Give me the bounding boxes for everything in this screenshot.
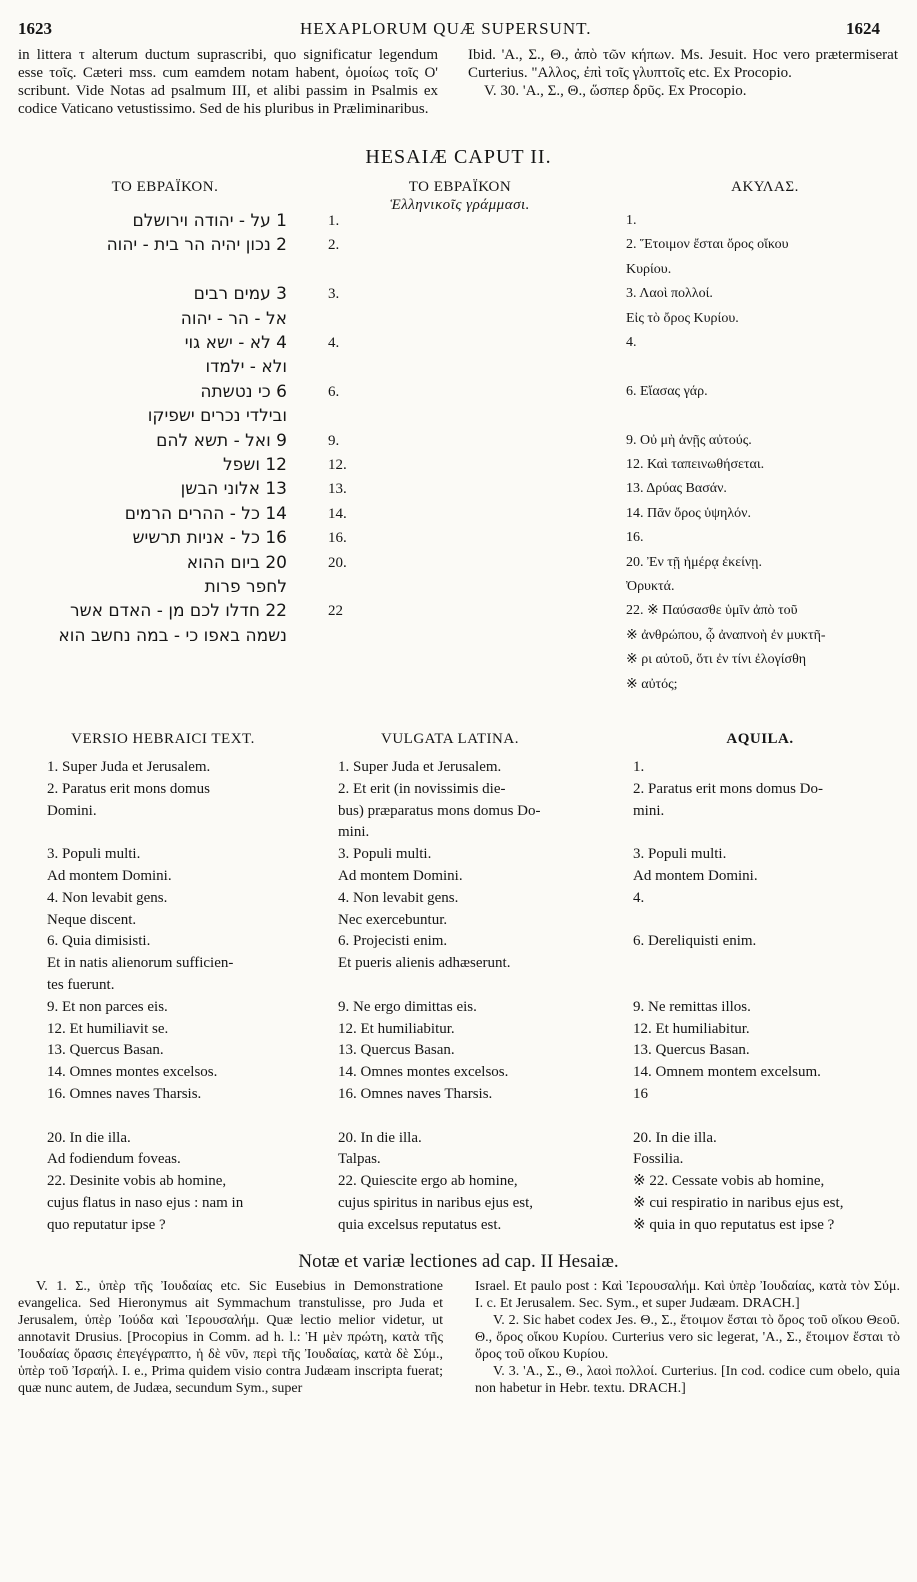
aquila-greek-text: 2. Ἕτοιμον ἔσται ὄρος οἴκου [626, 237, 789, 252]
aquila-latin-text: 20. In die illa. [633, 1130, 717, 1146]
latin-row [0, 1041, 917, 1061]
aquila-greek-text: 22. ※ Παύσασθε ὑμῖν ἀπὸ τοῦ [626, 603, 798, 618]
aquila-latin-text: Ad montem Domini. [633, 868, 758, 884]
aquila-latin-text: 3. Populi multi. [633, 846, 727, 862]
aquila-latin-text: 13. Quercus Basan. [633, 1042, 750, 1058]
col-head-transliteration [330, 178, 590, 214]
latin-row [0, 1194, 917, 1214]
version-hebraici-text: 16. Omnes naves Tharsis. [47, 1086, 202, 1102]
top-text-right-p1: Ibid. 'Α., Σ., Θ., ἀπὸ τῶν κήπων. Ms. Jesuit. Hoc vero prætermiserat Curterius. "Αλλος, ἐπὶ τοῖς γλυπτοῖς etc. Ex Procopio. [468, 47, 898, 81]
aquila-greek-text: 14. Πᾶν ὄρος ὑψηλόν. [626, 506, 751, 521]
version-hebraici-text: tes fuerunt. [47, 977, 115, 993]
hebrew-row [0, 285, 917, 307]
aquila-latin-text: 2. Paratus erit mons domus Do- [633, 781, 823, 797]
col-head-transliteration-title: ΤΟ ΕΒΡΑΪΚΟΝ [408, 179, 512, 195]
aquila-latin-text: Fossilia. [633, 1151, 684, 1167]
version-hebraici-text: 20. In die illa. [47, 1130, 131, 1146]
notes-right-column [475, 1278, 900, 1397]
latin-row [0, 1107, 917, 1127]
vulgata-text: 16. Omnes naves Tharsis. [338, 1086, 493, 1102]
vulgata-text: Et pueris alienis adhæserunt. [338, 955, 511, 971]
notes-left-column [18, 1278, 443, 1397]
version-hebraici-text: 9. Et non parces eis. [47, 999, 168, 1015]
vulgata-text: 1. Super Juda et Jerusalem. [338, 759, 502, 775]
hebrew-row [0, 236, 917, 258]
latin-row [0, 1063, 917, 1083]
hebrew-text: 6 כי נטשתה [200, 382, 287, 402]
aquila-latin-text: ※ 22. Cessate vobis ab homine, [633, 1173, 825, 1189]
verse-number: 6. [328, 384, 340, 400]
aquila-greek-text: 3. Λαοὶ πολλοί. [626, 286, 713, 301]
top-text-right [468, 46, 898, 100]
latin-row [0, 889, 917, 909]
hebrew-text: 22 חדלו לכם מן - האדם אשר [69, 601, 287, 621]
latin-row [0, 976, 917, 996]
version-hebraici-text: 1. Super Juda et Jerusalem. [47, 759, 211, 775]
aquila-greek-text: Κυρίου. [626, 262, 672, 277]
aquila-greek-text: 1. [626, 213, 637, 228]
hebrew-row [0, 627, 917, 649]
version-hebraici-text: 4. Non levabit gens. [47, 890, 168, 906]
hebrew-row [0, 529, 917, 551]
verse-number: 1. [328, 213, 340, 229]
aquila-latin-text: 1. [633, 759, 645, 775]
verse-number: 9. [328, 433, 340, 449]
top-text-right-p2: V. 30. 'Α., Σ., Θ., ὥσπερ δρῦς. Ex Procopio. [484, 83, 747, 99]
hebrew-text: 20 ביום ההוא [186, 553, 287, 573]
verse-number: 14. [328, 506, 347, 522]
vulgata-text: 4. Non levabit gens. [338, 890, 459, 906]
hebrew-text: ולא - ילמדו [205, 357, 287, 377]
hebrew-row [0, 456, 917, 478]
note-paragraph: V. 3. 'Α., Σ., Θ., λαοὶ πολλοί. Curterius. [In cod. codice cum obelo, quia non habetur in Hebr. textu. DRACH.] [475, 1364, 900, 1396]
aquila-greek-text: 20. Ἐν τῇ ἡμέρᾳ ἐκείνῃ. [626, 555, 763, 570]
latin-head-vulgata: VULGATA LATINA. [381, 731, 519, 747]
aquila-greek-text: 13. Δρύας Βασάν. [626, 481, 727, 496]
version-hebraici-text: 14. Omnes montes excelsos. [47, 1064, 218, 1080]
vulgata-text: Ad montem Domini. [338, 868, 463, 884]
aquila-latin-text: 9. Ne remittas illos. [633, 999, 751, 1015]
notes-title: Notæ et variæ lectiones ad cap. II Hesaiæ. [298, 1251, 619, 1272]
latin-row [0, 998, 917, 1018]
aquila-greek-text: 9. Οὐ μὴ ἀνῇς αὐτούς. [626, 433, 752, 448]
hebrew-text: 16 כל - אניות תרשיש [132, 528, 287, 548]
latin-row [0, 802, 917, 822]
version-hebraici-text: quo reputatur ipse ? [47, 1217, 166, 1233]
page-number-left: 1623 [18, 19, 52, 38]
col-head-transliteration-sub: Ἑλληνικοῖς γράμμασι. [390, 197, 530, 213]
aquila-greek-text: Ὀρυκτά. [626, 579, 675, 594]
version-hebraici-text: Ad montem Domini. [47, 868, 172, 884]
aquila-latin-text: 14. Omnem montem excelsum. [633, 1064, 821, 1080]
latin-row [0, 1129, 917, 1149]
hebrew-row [0, 310, 917, 332]
aquila-greek-text: 16. [626, 530, 644, 545]
hebrew-text: 4 לא - ישא גוי [184, 333, 287, 353]
hebrew-text: אל - הר - יהוה [180, 309, 287, 329]
latin-row [0, 823, 917, 843]
hebrew-row [0, 651, 917, 673]
aquila-latin-text: 16 [633, 1086, 648, 1102]
hebrew-text: 13 אלוני הבשן [180, 479, 287, 499]
vulgata-text: 13. Quercus Basan. [338, 1042, 455, 1058]
verse-number: 22 [328, 603, 343, 619]
vulgata-text: Talpas. [338, 1151, 381, 1167]
vulgata-text: 22. Quiescite ergo ab homine, [338, 1173, 518, 1189]
chapter-title: HESAIÆ CAPUT II. [365, 146, 552, 168]
version-hebraici-text: Neque discent. [47, 912, 137, 928]
aquila-latin-text: 12. Et humiliabitur. [633, 1021, 750, 1037]
latin-row [0, 867, 917, 887]
version-hebraici-text: Ad fodiendum foveas. [47, 1151, 181, 1167]
verse-number: 16. [328, 530, 347, 546]
version-hebraici-text: 6. Quia dimisisti. [47, 933, 151, 949]
vulgata-text: 3. Populi multi. [338, 846, 432, 862]
hebrew-text: 2 נכון יהיה הר בית - יהוה [106, 235, 287, 255]
version-hebraici-text: Domini. [47, 803, 97, 819]
hebrew-row [0, 261, 917, 283]
aquila-greek-text: ※ ἀνθρώπου, ᾧ ἀναπνοὴ ἐν μυκτῆ- [626, 628, 826, 643]
latin-row [0, 932, 917, 952]
hebrew-text: לחפר פרות [204, 577, 287, 597]
running-title: HEXAPLORUM QUÆ SUPERSUNT. [300, 19, 592, 38]
hebrew-row [0, 334, 917, 356]
vulgata-text: bus) præparatus mons domus Do- [338, 803, 541, 819]
latin-row [0, 780, 917, 800]
hebrew-row [0, 676, 917, 698]
latin-row [0, 758, 917, 778]
verse-number: 12. [328, 457, 347, 473]
vulgata-text: quia excelsus reputatus est. [338, 1217, 502, 1233]
vulgata-text: 9. Ne ergo dimittas eis. [338, 999, 477, 1015]
hebrew-text: 14 כל - ההרים הרמים [124, 504, 287, 524]
hebrew-row [0, 358, 917, 380]
hebrew-row [0, 432, 917, 454]
hebrew-row [0, 407, 917, 429]
latin-row [0, 911, 917, 931]
latin-row [0, 954, 917, 974]
vulgata-text: 2. Et erit (in novissimis die- [338, 781, 506, 797]
latin-row [0, 845, 917, 865]
verse-number: 13. [328, 481, 347, 497]
hebrew-row [0, 480, 917, 502]
col-head-hebrew: ΤΟ ΕΒΡΑΪΚΟΝ. [111, 179, 219, 195]
vulgata-text: cujus spiritus in naribus ejus est, [338, 1195, 533, 1211]
aquila-greek-text: ※ ρι αὐτοῦ, ὅτι ἐν τίνι ἐλογίσθη [626, 652, 807, 667]
verse-number: 2. [328, 237, 340, 253]
aquila-greek-text: 6. Εἴασας γάρ. [626, 384, 708, 399]
aquila-greek-text: ※ αὐτός; [626, 677, 678, 692]
verse-number: 3. [328, 286, 340, 302]
hebrew-row [0, 383, 917, 405]
aquila-latin-text: 6. Dereliquisti enim. [633, 933, 757, 949]
vulgata-text: Nec exercebuntur. [338, 912, 448, 928]
aquila-latin-text: 4. [633, 890, 645, 906]
verse-number: 20. [328, 555, 347, 571]
version-hebraici-text: cujus flatus in naso ejus : nam in [47, 1195, 244, 1211]
hebrew-text: ובילדי נכרים ישפיקו [147, 406, 287, 426]
aquila-latin-text: ※ quia in quo reputatus est ipse ? [633, 1217, 835, 1233]
note-paragraph: V. 1. Σ., ὑπὲρ τῆς Ἰουδαίας etc. Sic Eusebius in Demonstratione evangelica. Sed Hieronymus ait Symmachum transtulisse, pro Juda et Jerusalem, ὑπὲρ Ἰούδα καὶ Ἱερουσαλήμ. Quæ lectio melior videtur, ut annotavit Drusius. [Procopius in Comm. ad h. l.: Ἡ μὲν πρώτη, κατὰ τῆς Ἰουδαίας ὅρασις ἐπεγέγραπτο, ἡ δὲ νῦν, περὶ τῆς Ἰουδαίας, κατὰ δὲ Σύμ., ὑπὲρ τοῦ Ἰσραήλ. I. e., Prima quidem visio contra Judæam inscripta fuerat; quæ nunc autem, de Judæa, secundum Sym., super [18, 1279, 443, 1396]
latin-head-version: VERSIO HEBRAICI TEXT. [71, 731, 255, 747]
latin-row [0, 1172, 917, 1192]
version-hebraici-text: Et in natis alienorum sufficien- [47, 955, 234, 971]
latin-head-aquila: AQUILA. [726, 731, 794, 747]
latin-row [0, 1085, 917, 1105]
vulgata-text: 6. Projecisti enim. [338, 933, 448, 949]
aquila-greek-text: Εἰς τὸ ὄρος Κυρίου. [626, 311, 739, 326]
hebrew-text: 9 ואל - תשא להם [156, 431, 287, 451]
aquila-latin-text: mini. [633, 803, 665, 819]
note-paragraph: Israel. Et paulo post : Καὶ Ἱερουσαλήμ. Καὶ ὑπὲρ Ἰουδαίας, κατὰ τὸν Σύμ. I. c. Et Jerusalem. Sec. Sym., et super Judæam. DRACH.] [475, 1279, 900, 1311]
page-number-right: 1624 [846, 19, 880, 38]
latin-row [0, 1216, 917, 1236]
vulgata-text: 20. In die illa. [338, 1130, 422, 1146]
verse-number: 4. [328, 335, 340, 351]
vulgata-text: 12. Et humiliabitur. [338, 1021, 455, 1037]
col-head-aquila: ΑΚΥΛΑΣ. [731, 179, 799, 195]
hebrew-text: 1 על - יהודה וירושלם [132, 211, 287, 231]
version-hebraici-text: 13. Quercus Basan. [47, 1042, 164, 1058]
aquila-greek-text: 12. Καὶ ταπεινωθήσεται. [626, 457, 765, 472]
version-hebraici-text: 22. Desinite vobis ab homine, [47, 1173, 227, 1189]
version-hebraici-text: 2. Paratus erit mons domus [47, 781, 210, 797]
latin-row [0, 1020, 917, 1040]
hebrew-row [0, 578, 917, 600]
hebrew-row [0, 554, 917, 576]
hebrew-text: 3 עמים רבים [193, 284, 287, 304]
aquila-latin-text: ※ cui respiratio in naribus ejus est, [633, 1195, 844, 1211]
version-hebraici-text: 12. Et humiliavit se. [47, 1021, 169, 1037]
version-hebraici-text: 3. Populi multi. [47, 846, 141, 862]
latin-row [0, 1150, 917, 1170]
hebrew-row [0, 505, 917, 527]
note-paragraph: V. 2. Sic habet codex Jes. Θ., Σ., ἕτοιμον ἔσται τὸ ὄρος τοῦ οἴκου Θεοῦ. Θ., ὄρος οἴκου Κυρίου. Curterius vero sic legerat, 'Α., Σ., ἕτοιμον ἔσται τὸ ὄρος τοῦ οἴκου Κυρίου. [475, 1313, 900, 1362]
top-text-left: in littera τ alterum ductum suprascribi, quo significatur legendum esse τοῖς. Cæteri mss. cum eamdem notam habent, ὁμοίως τοῖς Ο' scribunt. Vide Notas ad psalmum III, et alibi passim in Psalmis ex codice Vaticano vetustissimo. Sed de his pluribus in Præliminaribus. [18, 47, 438, 117]
vulgata-text: 14. Omnes montes excelsos. [338, 1064, 509, 1080]
hebrew-text: 12 ושפל [223, 455, 287, 475]
vulgata-text: mini. [338, 824, 370, 840]
aquila-greek-text: 4. [626, 335, 637, 350]
hebrew-row [0, 212, 917, 234]
hebrew-text: נשמה באפו כי - במה נחשב הוא [58, 626, 287, 646]
hebrew-row [0, 602, 917, 624]
